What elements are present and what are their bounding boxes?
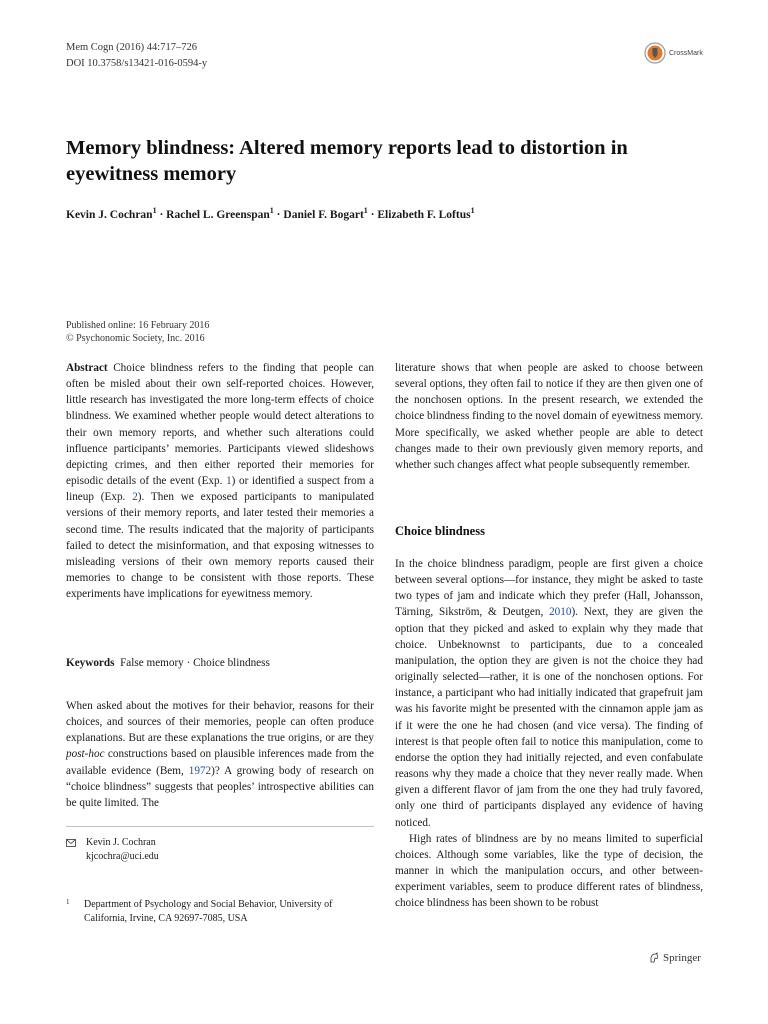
affiliation-number: 1 [66,898,70,906]
affiliation [66,898,374,926]
citation-reference[interactable]: 1972 [188,764,212,777]
keywords-label: Keywords [66,657,115,669]
publication-info [66,319,209,345]
crossmark-label: CrossMark [669,49,703,57]
author-affiliation-mark[interactable]: 1 [269,206,274,215]
paper-title: Memory blindness: Altered memory reports lead to distortion in eyewitness memory [66,137,628,185]
body-text: literature shows that when people are asked to choose between several options, they often fail to notice if they are then given one of the nonchosen options. In the present research, we extended the choice blindness finding to the novel domain of eyewitness memory. More specifically, we asked whether people are able to detect changes made to their own previously given memory reports, and whether such changes affect what people subsequently remember. [395,362,703,471]
citation: Mem Cogn (2016) 44:717–726 [66,42,197,53]
author-name[interactable]: Kevin J. Cochran [66,208,153,221]
intro-continuation [395,360,703,473]
author-separator: · [370,208,375,221]
author-name[interactable]: Elizabeth F. Loftus [377,208,471,221]
footnote-divider [66,826,374,827]
author-separator: · [276,208,281,221]
body-text: ). Next, they are given the option that they picked and asked to explain why they made that choice. Unbeknownst to participants, due to a concealed manipulation, the option they are given is not the choice they had originally selected—rather, it is one of the nonchosen options. For instance, a participant who had initially indicated that grapefruit jam was his favorite might be presented with the cinnamon apple jam as if it were the one he had chosen (and vice versa). The finding of interest is that people often fail to notice this manipulation, come to endorse the option they had initially rejected, and even confabulate reasons why they made a choice that they never really made. When given a different flavor of jam from the one they had truly favored, only one third of participants displayed any evidence of having noticed. [395,606,703,829]
keywords-text: False memory · Choice blindness [120,657,270,669]
crossmark-badge[interactable] [644,42,703,64]
body-text-italic: post-hoc [66,748,105,761]
author-name[interactable]: Daniel F. Bogart [283,208,364,221]
body-text: In the choice blindness paradigm, people are first given a choice between several options—for instance, they might be asked to taste two types of jam and indicate which they prefer (Hall, Johansson, Tärning, Sikström, & Deutgen, [395,558,703,619]
experiment-reference[interactable]: 2 [132,491,138,504]
springer-horse-icon [648,952,660,964]
journal-info [66,40,207,72]
keywords [66,657,270,669]
section-body [395,556,703,911]
corresponding-author [66,836,159,864]
publisher-name: Springer [663,952,701,964]
envelope-icon [66,838,76,848]
abstract-text: Choice blindness refers to the finding that people can often be misled about their own self-reported choices. However, little research has investigated the more long-term effects of choice blindness. We examined whether people would detect alterations to their own memory reports, and whether such alterations could influence participants’ memories. Participants viewed slideshows depicting crimes, and then either reported their memories for episodic details of the event (Exp. [66,362,374,488]
section-heading: Choice blindness [395,524,485,538]
body-text: constructions based on plausible inferences made from the available evidence (Bem, [66,748,374,777]
published-date: Published online: 16 February 2016 [66,320,210,331]
contact-name: Kevin J. Cochran [86,837,156,848]
experiment-reference[interactable]: 1 [226,475,232,488]
author-name[interactable]: Rachel L. Greenspan [166,208,270,221]
abstract-text: ) or identified a suspect from a lineup (Exp. [66,475,374,504]
contact-email[interactable]: kjcochra@uci.edu [86,851,159,862]
author-affiliation-mark[interactable]: 1 [470,206,475,215]
copyright: © Psychonomic Society, Inc. 2016 [66,333,205,344]
crossmark-icon [644,42,666,64]
abstract-label: Abstract [66,362,108,374]
body-text: When asked about the motives for their behavior, reasons for their choices, and sources of their memories, people can often produce explanations. But are these explanations the true origins, or are they [66,700,374,745]
author-affiliation-mark[interactable]: 1 [363,206,368,215]
body-text: )? A growing body of research on “choice blindness” suggests that peoples’ introspective abilities can be quite limited. The [66,764,375,809]
doi[interactable]: DOI 10.3758/s13421-016-0594-y [66,58,208,69]
springer-logo [648,952,701,964]
abstract-text: ). Then we exposed participants to manipulated versions of their memory reports, and later tested their memories a second time. The results indicated that the majority of participants failed to detect the misinformation, and that exposing witnesses to misleading versions of their own memory reports caused their memories to change to be consistent with those reports. These experiments have implications for eyewitness memory. [66,491,374,601]
citation-reference[interactable]: 2010 [549,606,572,619]
author-separator: · [159,208,164,221]
author-list [66,206,475,221]
body-text: High rates of blindness are by no means limited to superficial choices. Although some variables, like the type of decision, the manner in which the manipulation occurs, and other between-experiment variables, seem to produce different rates of blindness, choice blindness has been shown to be robust [395,832,703,910]
intro-paragraph [66,698,374,811]
affiliation-text: Department of Psychology and Social Behavior, University of California, Irvine, CA 92697-7085, USA [84,899,333,924]
author-affiliation-mark[interactable]: 1 [152,206,157,215]
abstract [66,360,374,602]
